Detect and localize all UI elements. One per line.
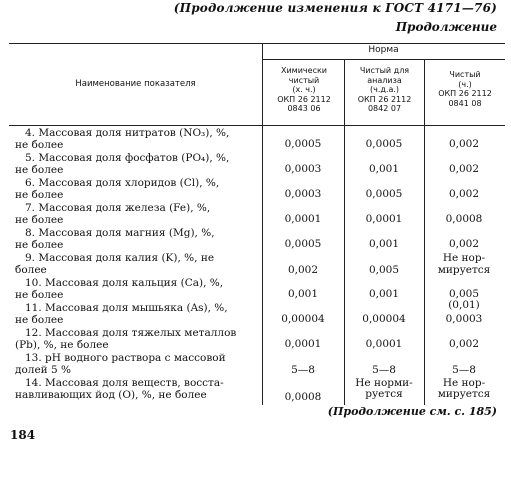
table-top-rule [9, 43, 505, 44]
norma-rule [262, 59, 505, 60]
norma-header: Норма [368, 45, 399, 55]
grade-header-3: Чистый (ч.) ОКП 26 2112 0841 08 [438, 70, 492, 108]
indicator-column-header: Наименование показателя [75, 79, 196, 89]
continuation-note: (Продолжение изменения к ГОСТ 4171—76) [173, 1, 497, 15]
continuation-label: Продолжение [395, 20, 497, 34]
grade-header-1: Химически чистый (х. ч.) ОКП 26 2112 0843 06 [277, 66, 331, 113]
page-number: 184 [10, 428, 36, 442]
header-bottom-rule [9, 125, 505, 126]
col-rule-3 [424, 59, 425, 405]
grade-header-2: Чистый для анализа (ч.д.а.) ОКП 26 2112 0842 07 [357, 66, 412, 113]
continuation-reference: (Продолжение см. с. 185) [327, 405, 497, 418]
